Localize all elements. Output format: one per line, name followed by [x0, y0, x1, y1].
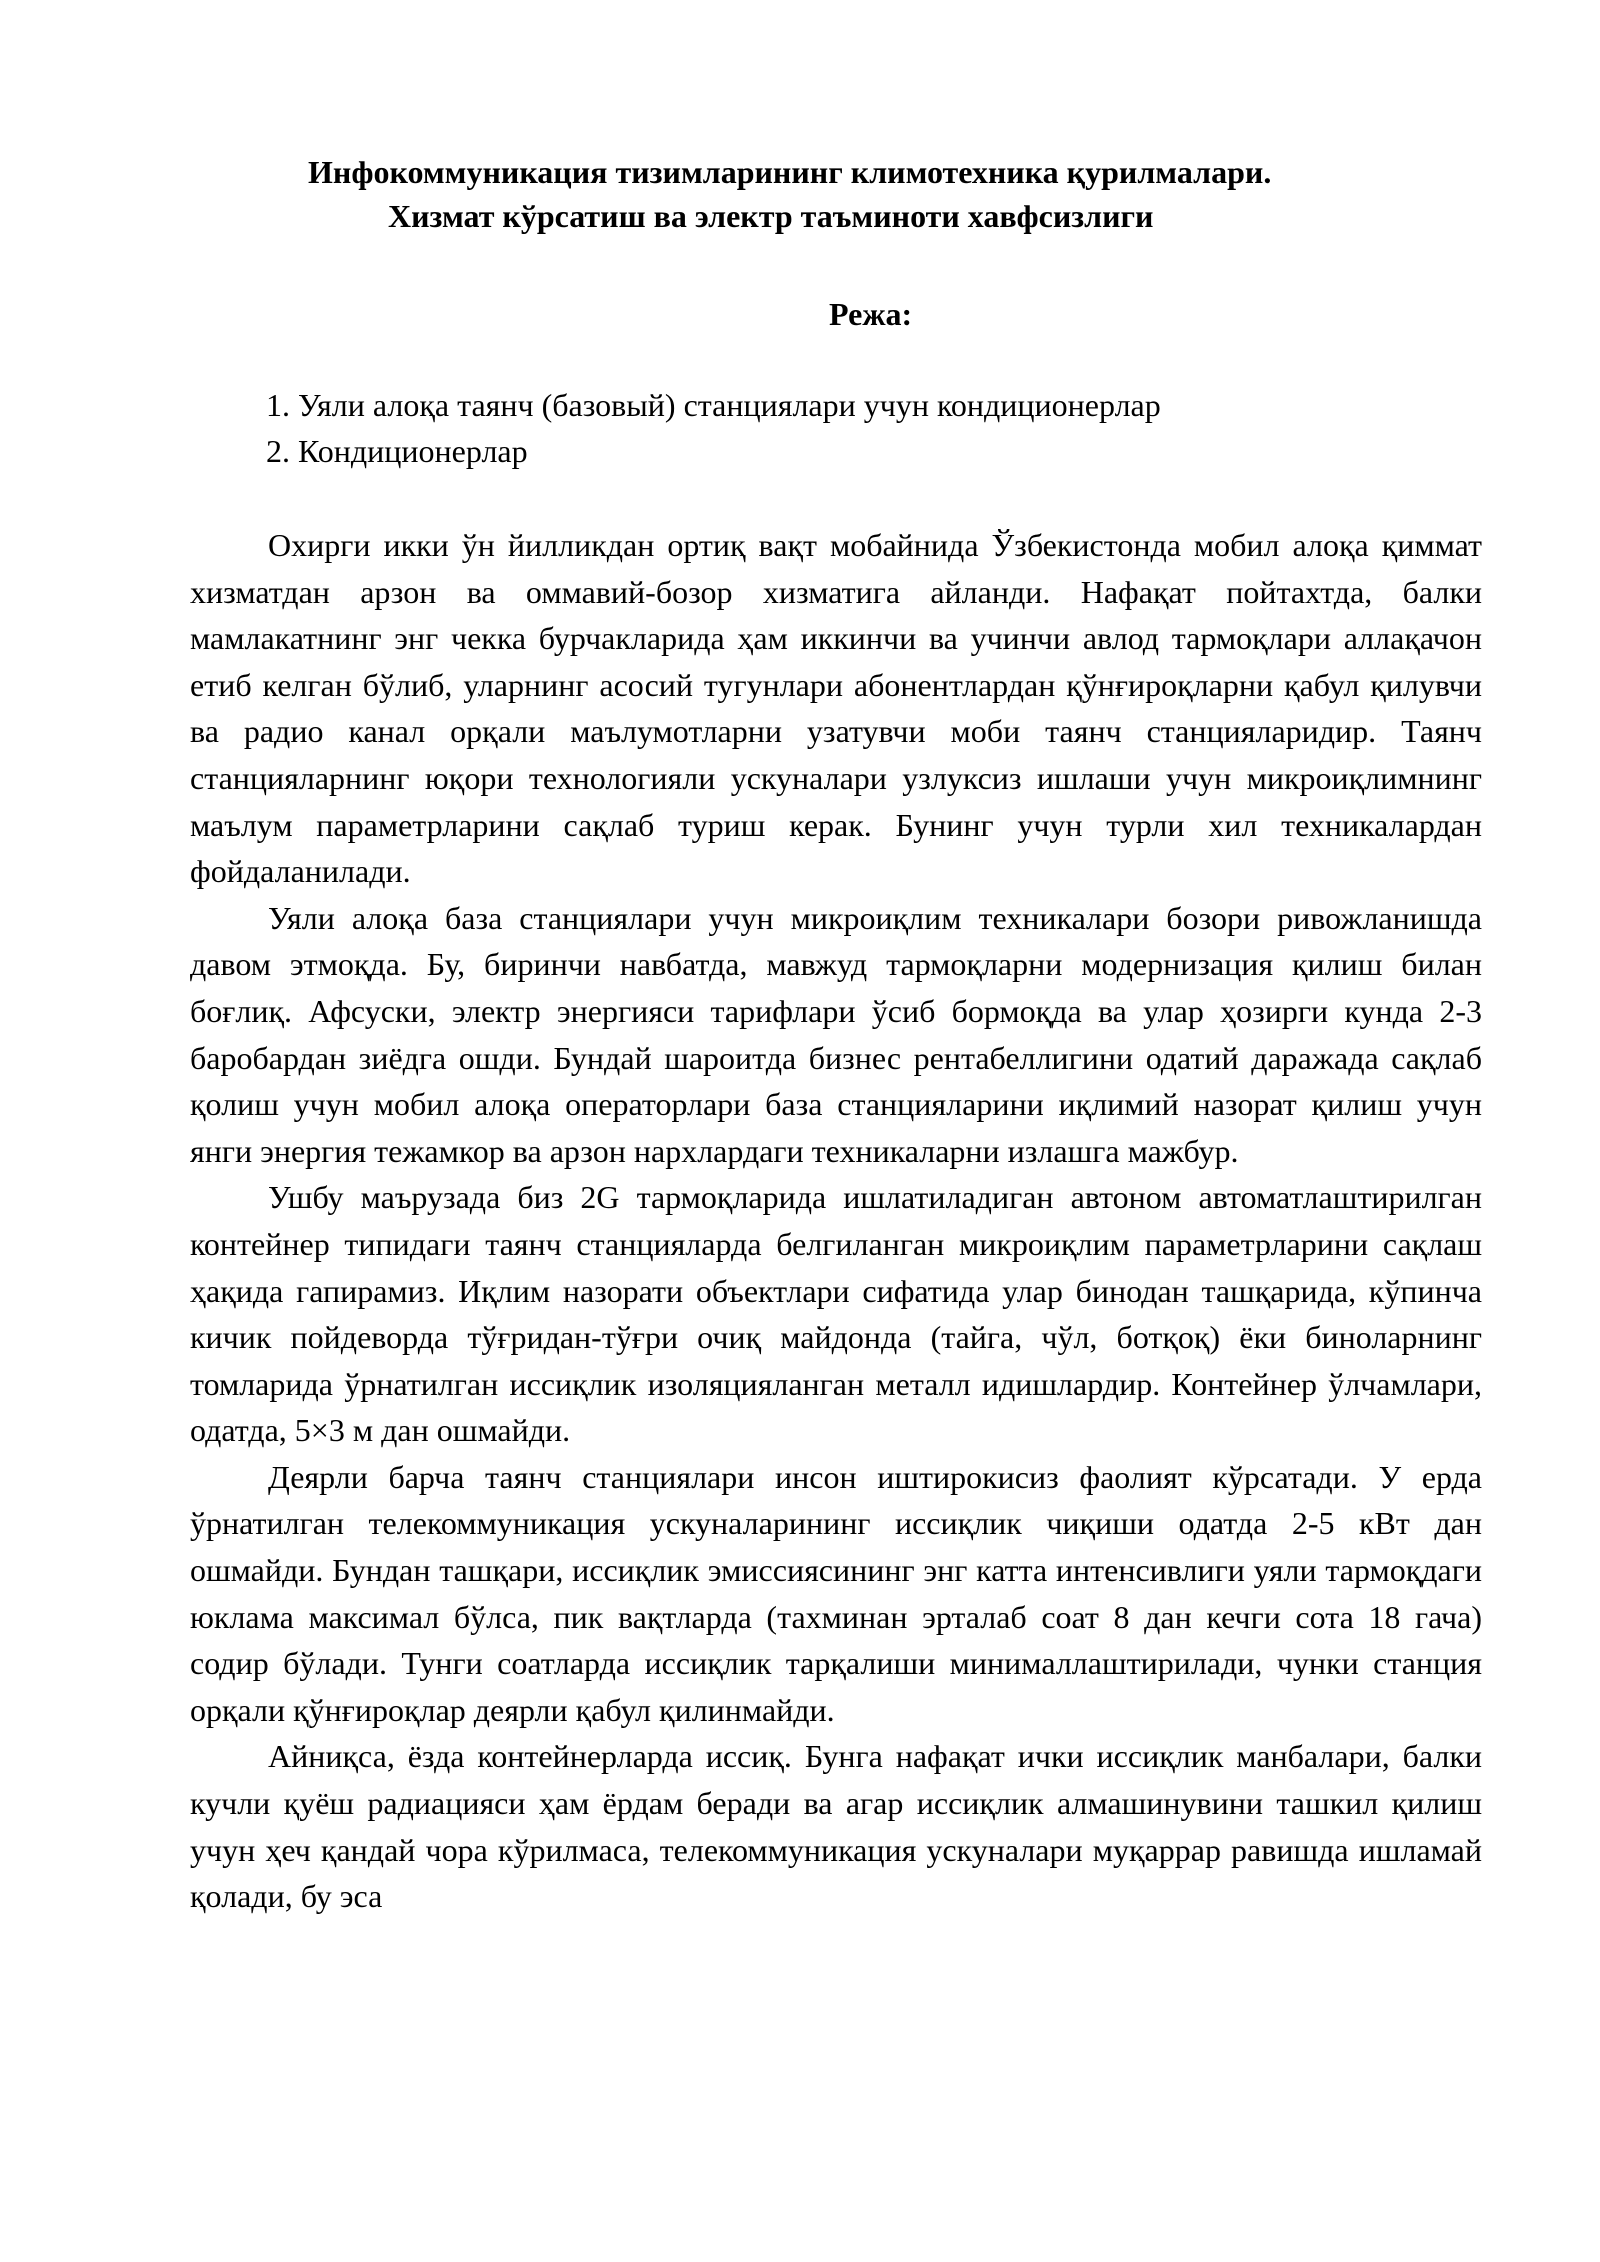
- paragraph-5: Айниқса, ёзда контейнерларда иссиқ. Бунга нафақат ички иссиқлик манбалари, балки кучли қуёш радиацияси ҳам ёрдам беради ва агар иссиқлик алмашинувини ташкил қилиш учун ҳеч қандай чора кўрилмаса, телекоммуникация ускуналари муқаррар равишда ишламай қолади, бу эса: [190, 1738, 1482, 1915]
- title-line-1: Инфокоммуникация тизимларининг климотехника қурилмалари.: [308, 154, 1272, 190]
- document-title: [190, 150, 1482, 238]
- list-item-2: 2. Кондиционерлар: [266, 433, 528, 469]
- title-line-2: Хизмат кўрсатиш ва электр таъминоти хавфсизлиги: [388, 198, 1154, 234]
- plan-heading: Режа:: [829, 296, 913, 332]
- paragraph-3: Ушбу маърузада биз 2G тармоқларида ишлатиладиган автоном автоматлаштирилган контейнер типидаги таянч станцияларда белгиланган микроиқлим параметрларини сақлаш ҳақида гапирамиз. Иқлим назорати объектлари сифатида улар бинодан ташқарида, кўпинча кичик пойдеворда тўғридан-тўғри очиқ майдонда (тайга, чўл, ботқоқ) ёки биноларнинг томларида ўрнатилган иссиқлик изоляцияланган металл идишлардир. Контейнер ўлчамлари, одатда, 5×3 м дан ошмайди.: [190, 1179, 1482, 1449]
- plan-list: [266, 382, 1161, 474]
- paragraph-4: Деярли барча таянч станциялари инсон иштирокисиз фаолият кўрсатади. У ерда ўрнатилган телекоммуникация ускуналарининг иссиқлик чиқиши одатда 2-5 кВт дан ошмайди. Бундан ташқари, иссиқлик эмиссиясининг энг катта интенсивлиги уяли тармоқдаги юклама максимал бўлса, пик вақтларда (тахминан эрталаб соат 8 дан кечги сота 18 гача) содир бўлади. Тунги соатларда иссиқлик тарқалиши минималлаштирилади, чунки станция орқали қўнғироқлар деярли қабул қилинмайди.: [190, 1458, 1482, 1728]
- paragraph-2: Уяли алоқа база станциялари учун микроиқлим техникалари бозори ривожланишда давом этмоқда. Бу, биринчи навбатда, мавжуд тармоқларни модернизация қилиш билан боғлиқ. Афсуски, электр энергияси тарифлари ўсиб бормоқда ва улар ҳозирги кунда 2-3 баробардан зиёдга ошди. Бундай шароитда бизнес рентабеллигини одатий даражада сақлаб қолиш учун мобил алоқа операторлари база станцияларини иқлимий назорат қилиш учун янги энергия тежамкор ва арзон нархлардаги техникаларни излашга мажбур.: [190, 899, 1482, 1169]
- paragraph-1: Охирги икки ўн йилликдан ортиқ вақт мобайнида Ўзбекистонда мобил алоқа қиммат хизматдан арзон ва оммавий-бозор хизматига айланди. Нафақат пойтахтда, балки мамлакатнинг энг чекка бурчакларида ҳам иккинчи ва учинчи авлод тармоқлари аллақачон етиб келган бўлиб, уларнинг асосий тугунлари абонентлардан қўнғироқларни қабул қилувчи ва радио канал орқали маълумотларни узатувчи моби таянч станцияларидир. Таянч станцияларнинг юқори технологияли ускуналари узлуксиз ишлаши учун микроиқлимнинг маълум параметрларини сақлаб туриш керак. Бунинг учун турли хил техникалардан фойдаланилади.: [190, 527, 1482, 890]
- lecture-page: [190, 150, 1482, 1915]
- list-item-1: 1. Уяли алоқа таянч (базовый) станциялари учун кондиционерлар: [266, 387, 1161, 423]
- body-text: [190, 522, 1482, 1920]
